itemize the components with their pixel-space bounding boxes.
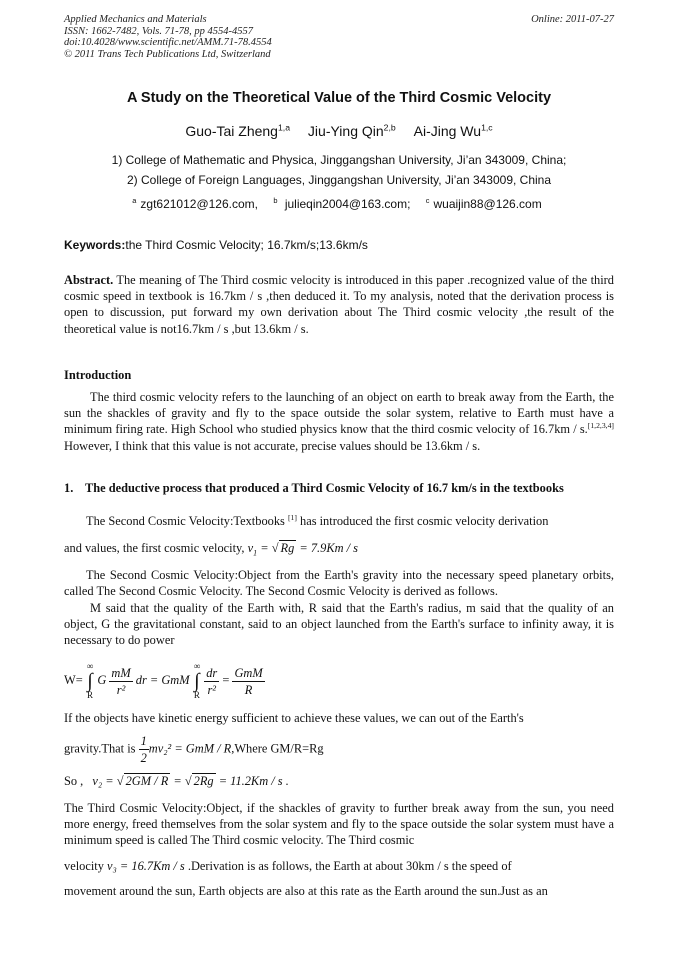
second-cosmic-velocity-line: So , v₂ = √ 2GM / R = √ 2Rg = 11.2Km / s . [64, 774, 289, 788]
fraction: $\frac{\text{GmM}}{R}$ [234, 665, 263, 697]
kinetic-energy-line: gravity.That is $\frac{1}{2}$ mv₂² = GmM / R,Where GM/R=Rg [64, 734, 324, 765]
abstract: Abstract. The meaning of The Third cosmic velocity is introduced in this paper .recognized value of the third cosmic speed in textbook is 16.7km / s ,then deduced it. To my analysis, noted that the derivation process is open to discussion, put forward my own derivation about The Third cosmic velocity ,the result of the theoretical value is not16.7km / s ,but 13.6km / s. [64, 273, 614, 336]
work-integral-equation: W= ∞ ∫ R G $\frac{mM}{\text{r²}}$ dr = GmM ∞ ∫ R $\frac{dr}{\text{r²}}$ = $\frac{\text{GmM}}{R}$ [64, 661, 263, 700]
copyright-line: © 2011 Trans Tech Publications Ltd, Switzerland [64, 48, 271, 60]
equation-v1: $v_1$ = √ Rg = 7.9Km / s [247, 541, 358, 558]
first-cosmic-velocity-line: and values, the first cosmic velocity, $v_1$ = √ Rg = 7.9Km / s [64, 541, 358, 558]
fraction: $\frac{1}{2}$ [140, 734, 147, 765]
paper-title: A Study on the Theoretical Value of the Third Cosmic Velocity [126, 90, 552, 106]
fraction: $\frac{mM}{\text{r²}}$ [111, 665, 131, 697]
section-1-paragraph-3: M said that the quality of the Earth with, R said that the Earth's radius, m said that the quality of an object, G the gravitational constant, said to an object launched from the Earth's surface to infinity away, it is necessary to do power [64, 601, 614, 648]
affiliation-1: 1) College of Mathematic and Physica, Jinggangshan University, Ji’an 343009, China; [111, 153, 567, 167]
section-1-paragraph-2: The Second Cosmic Velocity:Object from the Earth's gravity into the necessary speed planetary orbits, called The Second Cosmic Velocity. The Second Cosmic Velocity is derived as follows. [64, 568, 614, 599]
email: $^a$ zgt621012@126.com, [132, 196, 258, 211]
section-1-paragraph-4: If the objects have kinetic energy sufficient to achieve these values, we can out of the Earth's [64, 711, 524, 725]
journal-header [64, 14, 272, 60]
email: $^c$ wuaijin88@126.com [425, 196, 542, 211]
section-1-paragraph-6: movement around the sun, Earth objects are also at this rate as the Earth around the sun.Just as an [64, 884, 548, 898]
third-cosmic-velocity-line: velocity v₃ = 16.7Km / s .Derivation is as follows, the Earth at about 30km / s the speed of [64, 859, 512, 873]
author: Ai-Jing Wu$^{1,c}$ [413, 122, 493, 139]
issn-line: ISSN: 1662-7482, Vols. 71-78, pp 4554-4557 [64, 25, 253, 37]
author: Jiu-Ying Qin$^{2,b}$ [307, 122, 396, 139]
integral-sign: ∞ ∫ R [193, 661, 201, 700]
introduction-heading: Introduction [64, 368, 132, 382]
section-1-heading: 1. The deductive process that produced a Third Cosmic Velocity of 16.7 km/s in the textbooks [64, 481, 564, 495]
keywords: Keywords:the Third Cosmic Velocity; 16.7km/s;13.6km/s [64, 238, 368, 252]
email-list [0, 197, 678, 211]
fraction: $\frac{dr}{\text{r²}}$ [206, 665, 218, 697]
integral-sign: ∞ ∫ R [86, 661, 94, 700]
doi-line: doi:10.4028/www.scientific.net/AMM.71-78.4554 [64, 37, 272, 49]
author: Guo-Tai Zheng$^{1,a}$ [185, 122, 291, 139]
email: $^b$ julieqin2004@163.com; [273, 196, 411, 211]
affiliation-2: 2) College of Foreign Languages, Jinggangshan University, Ji’an 343009, China [126, 173, 552, 187]
section-1-paragraph-1: The Second Cosmic Velocity:Textbooks [1] has introduced the first cosmic velocity derivation [86, 512, 549, 528]
section-1-paragraph-5: The Third Cosmic Velocity:Object, if the shackles of gravity to further break away from the sun, you need more energy, freed themselves from the solar system and fly to the space outside the solar system must have a minimum speed is called The Third cosmic velocity. The Third cosmic [64, 801, 614, 848]
journal-name: Applied Mechanics and Materials [64, 14, 207, 25]
author-list [0, 123, 678, 139]
introduction-paragraph: The third cosmic velocity refers to the launching of an object on earth to break away from the Earth, the sun the shackles of gravity and fly to the space outside the solar system, relative to Earth must have a minimum firing rate. High School who studied physics know that the third cosmic velocity of 16.7km / s.[1,2,3,4] However, I think that this value is not accurate, precise values should be 13.6km / s. [64, 390, 614, 453]
online-date: Online: 2011-07-27 [531, 14, 614, 25]
